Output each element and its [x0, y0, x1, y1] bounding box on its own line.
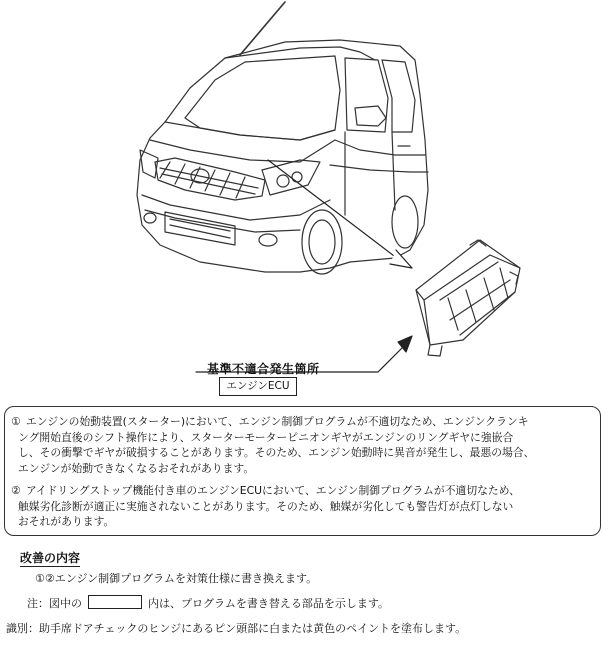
defect-line: おそれがあります。 — [18, 515, 115, 528]
identification-text: 識別：助手席ドアチェックのヒンジにあるピン頭部に白または黄色のペイントを塗布します。 — [6, 622, 467, 635]
defect-line: ング開始直後のシフト操作により、スターターモーターピニオンギヤがエンジンのリングギヤに強嵌合 — [18, 430, 514, 444]
defect-line: アイドリングストップ機能付き車のエンジンECUにおいて、エンジン制御プログラムが不適切なため、 — [26, 484, 520, 497]
ecu-component — [416, 240, 520, 356]
defect-number: ② — [11, 484, 21, 497]
defect-line: エンジンが始動できなくなるおそれがあります。 — [18, 461, 255, 475]
defect-item-1 — [11, 414, 534, 476]
defect-number: ① — [11, 415, 21, 428]
note-suffix: 内は、プログラムを書き替える部品を示します。 — [148, 597, 390, 610]
defect-line: エンジンの始動装置(スターター)において、エンジン制御プログラムが不適切なため、エンジンクランキ — [26, 415, 529, 428]
improvement-title: 改善の内容 — [20, 551, 81, 565]
defect-description-box — [4, 406, 601, 536]
location-part-box: エンジンECU — [219, 377, 297, 396]
defect-line: し、その衝撃でギヤが破損することがあります。そのため、エンジン始動時に異音が発生し、最悪の場合、 — [18, 446, 535, 459]
location-title: 基準不適合発生箇所 — [207, 362, 320, 376]
car-body — [137, 40, 428, 274]
antenna — [240, 2, 285, 55]
defect-line: 触媒劣化診断が適正に実施されないことがあります。そのため、触媒が劣化しても警告灯が点灯しない — [18, 499, 514, 513]
rear-wheel — [392, 196, 418, 248]
note-frame-sample — [88, 595, 142, 609]
defect-item-2 — [11, 483, 520, 530]
note — [27, 595, 389, 611]
improvement-text: ①②エンジン制御プログラムを対策仕様に書き換えます。 — [35, 572, 318, 585]
note-prefix: 注：図中の — [27, 597, 82, 610]
